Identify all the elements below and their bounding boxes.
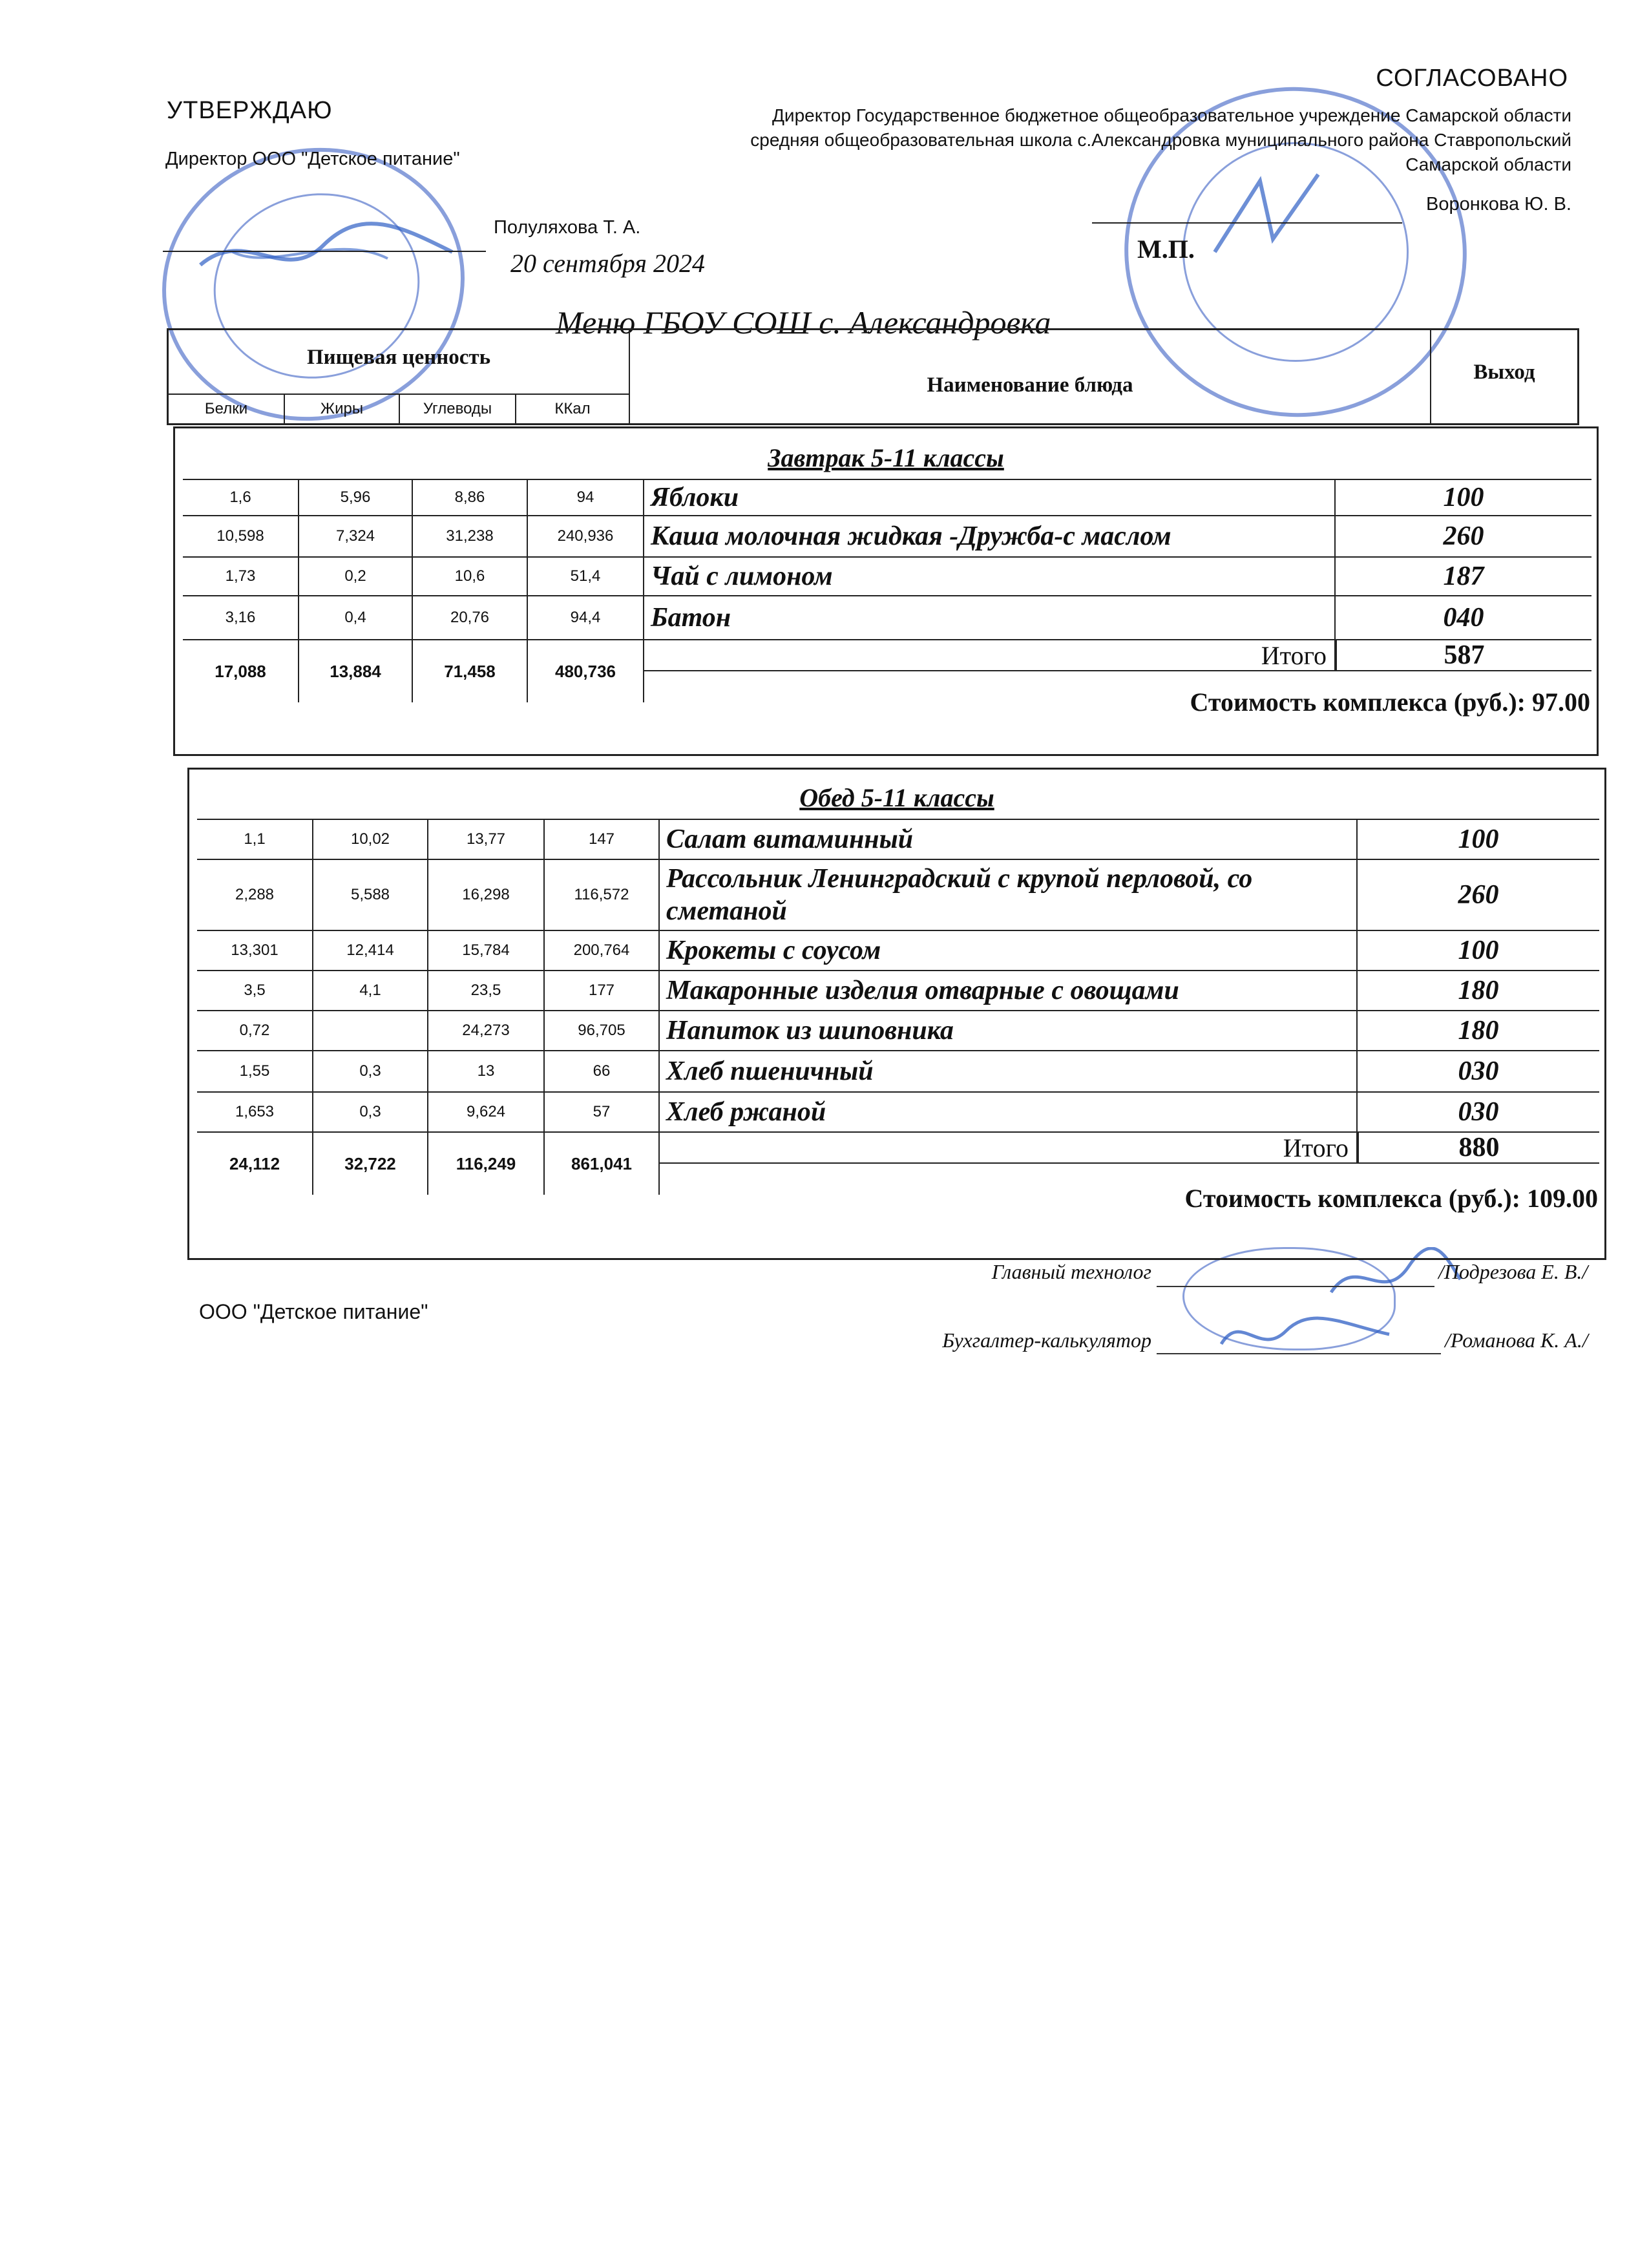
lunch-cell-output: 100 [1458,824,1499,854]
lunch-cell-protein: 1,55 [197,1051,313,1091]
lunch-cell-carbs: 16,298 [428,860,545,930]
approve-title: УТВЕРЖДАЮ [167,97,333,124]
footer-org: ООО "Детское питание" [199,1300,428,1323]
acc-role: Бухгалтер-калькулятор [942,1328,1151,1352]
lunch-cell-name: Салат витаминный [660,820,1358,859]
header-fat: Жиры [285,395,400,423]
breakfast-item-row [183,596,1591,640]
acc-signature-line [1157,1353,1441,1354]
lunch-item-row [197,971,1599,1011]
approve-name: Полуляхова Т. А. [494,217,641,238]
header-protein: Белки [169,395,285,423]
lunch-cost: Стоимость комплекса (руб.): 109.00 [1184,1184,1598,1213]
lunch-cell-output: 100 [1458,936,1499,965]
lunch-item-row [197,1011,1599,1051]
breakfast-cell-fat: 0,2 [299,558,413,595]
lunch-item-row [197,1051,1599,1093]
acc-signature-icon [1215,1305,1396,1363]
lunch-cell-name: Крокеты с соусом [660,931,1358,970]
lunch-item-row [197,931,1599,971]
menu-title: Меню ГБОУ СОШ с. Александровка [556,304,1051,341]
agree-title: СОГЛАСОВАНО [1376,65,1568,92]
breakfast-section [173,426,1599,756]
lunch-cell-name: Макаронные изделия отварные с овощами [660,971,1358,1010]
lunch-total-carbs: 116,249 [428,1133,545,1195]
lunch-cell-fat: 0,3 [313,1093,428,1131]
header-carbs: Углеводы [400,395,516,423]
lunch-cell-protein: 2,288 [197,860,313,930]
lunch-cell-fat: 4,1 [313,971,428,1010]
breakfast-total-carbs: 71,458 [413,640,528,702]
lunch-cell-output: 180 [1458,1016,1499,1045]
lunch-title: Обед 5-11 классы [799,783,994,812]
breakfast-cell-carbs: 8,86 [413,480,528,515]
lunch-cell-kcal: 200,764 [545,931,660,970]
breakfast-total-fat: 13,884 [299,640,413,702]
lunch-cell-fat: 10,02 [313,820,428,859]
agree-name: Воронкова Ю. В. [1426,194,1571,215]
lunch-cell-protein: 1,1 [197,820,313,859]
lunch-cell-name: Напиток из шиповника [660,1011,1358,1050]
lunch-cell-fat: 5,588 [313,860,428,930]
lunch-cell-protein: 13,301 [197,931,313,970]
breakfast-cell-kcal: 240,936 [528,516,644,556]
lunch-total-kcal: 861,041 [545,1133,660,1195]
breakfast-cell-fat: 7,324 [299,516,413,556]
agree-signature-icon [1202,168,1331,265]
agree-role: Директор Государственное бюджетное общеобразовательное учреждение Самарской области средняя общеобразовательная школа с.Александровка муниципального района Ставропольский Самарской области [750,105,1571,174]
lunch-section [187,768,1606,1260]
breakfast-cell-carbs: 20,76 [413,596,528,639]
lunch-grid [197,819,1599,1208]
lunch-total-protein: 24,112 [197,1133,313,1195]
lunch-cell-output: 030 [1458,1097,1499,1127]
lunch-cell-fat: 12,414 [313,931,428,970]
lunch-cell-protein: 0,72 [197,1011,313,1050]
lunch-total-fat: 32,722 [313,1133,428,1195]
lunch-total-output: 880 [1358,1133,1599,1164]
breakfast-item-row [183,516,1591,558]
approve-date: 20 сентября 2024 [510,249,705,278]
breakfast-total-label: Итого [644,640,1336,671]
breakfast-cell-carbs: 31,238 [413,516,528,556]
breakfast-cost: Стоимость комплекса (руб.): 97.00 [1190,688,1590,717]
lunch-cell-carbs: 24,273 [428,1011,545,1050]
lunch-cell-fat: 0,3 [313,1051,428,1091]
breakfast-cell-fat: 5,96 [299,480,413,515]
agree-mp: М.П. [1137,235,1195,264]
breakfast-cell-name: Яблоки [644,480,1336,515]
lunch-item-row [197,1093,1599,1133]
breakfast-cell-name: Чай с лимоном [644,558,1336,595]
breakfast-item-row [183,558,1591,596]
column-header-table [167,328,1579,425]
lunch-cell-kcal: 147 [545,820,660,859]
breakfast-cell-protein: 10,598 [183,516,299,556]
lunch-cell-output: 180 [1458,976,1499,1005]
breakfast-cell-name: Каша молочная жидкая -Дружба-с маслом [644,516,1336,556]
lunch-cell-output: 260 [1458,880,1499,910]
breakfast-grid [183,479,1591,704]
breakfast-cell-protein: 1,6 [183,480,299,515]
lunch-cell-name: Хлеб ржаной [660,1093,1358,1131]
breakfast-title: Завтрак 5-11 классы [768,443,1004,472]
acc-name: /Романова К. А./ [1445,1328,1588,1352]
breakfast-item-row [183,480,1591,516]
tech-name: /Подрезова Е. В./ [1438,1260,1588,1283]
header-output: Выход [1473,361,1535,384]
lunch-cell-kcal: 66 [545,1051,660,1091]
lunch-cell-kcal: 177 [545,971,660,1010]
lunch-cell-output: 030 [1458,1056,1499,1086]
breakfast-cell-fat: 0,4 [299,596,413,639]
tech-role: Главный технолог [991,1260,1151,1283]
breakfast-cell-output: 040 [1443,603,1484,633]
lunch-item-row [197,820,1599,860]
breakfast-cell-output: 187 [1443,562,1484,591]
lunch-cell-carbs: 13,77 [428,820,545,859]
approve-role: Директор ООО "Детское питание" [165,149,460,169]
breakfast-total-output: 587 [1336,640,1591,671]
breakfast-cell-kcal: 94 [528,480,644,515]
agree-signature-line [1092,222,1402,224]
lunch-cell-name: Рассольник Ленинградский с крупой перловой, со сметаной [660,860,1358,930]
lunch-cell-protein: 1,653 [197,1093,313,1131]
lunch-item-row [197,860,1599,931]
breakfast-cell-protein: 3,16 [183,596,299,639]
header-dish: Наименование блюда [630,330,1431,423]
lunch-cell-kcal: 116,572 [545,860,660,930]
breakfast-cell-protein: 1,73 [183,558,299,595]
header-kcal: ККал [516,395,630,423]
breakfast-cell-carbs: 10,6 [413,558,528,595]
header-nutrition: Пищевая ценность [169,330,630,395]
breakfast-total-kcal: 480,736 [528,640,644,702]
tech-signature-line [1157,1286,1434,1287]
lunch-cell-fat [313,1011,428,1050]
breakfast-cell-output: 260 [1443,521,1484,551]
breakfast-total-protein: 17,088 [183,640,299,702]
breakfast-cell-name: Батон [644,596,1336,639]
breakfast-cell-output: 100 [1443,483,1484,512]
breakfast-cell-kcal: 94,4 [528,596,644,639]
breakfast-cell-kcal: 51,4 [528,558,644,595]
lunch-cell-carbs: 15,784 [428,931,545,970]
lunch-total-label: Итого [660,1133,1358,1164]
approve-signature-line [163,251,486,252]
lunch-cell-kcal: 96,705 [545,1011,660,1050]
lunch-cell-protein: 3,5 [197,971,313,1010]
lunch-cell-carbs: 13 [428,1051,545,1091]
lunch-cell-name: Хлеб пшеничный [660,1051,1358,1091]
lunch-cell-kcal: 57 [545,1093,660,1131]
lunch-cell-carbs: 9,624 [428,1093,545,1131]
approve-signature-icon [194,213,465,291]
lunch-cell-carbs: 23,5 [428,971,545,1010]
